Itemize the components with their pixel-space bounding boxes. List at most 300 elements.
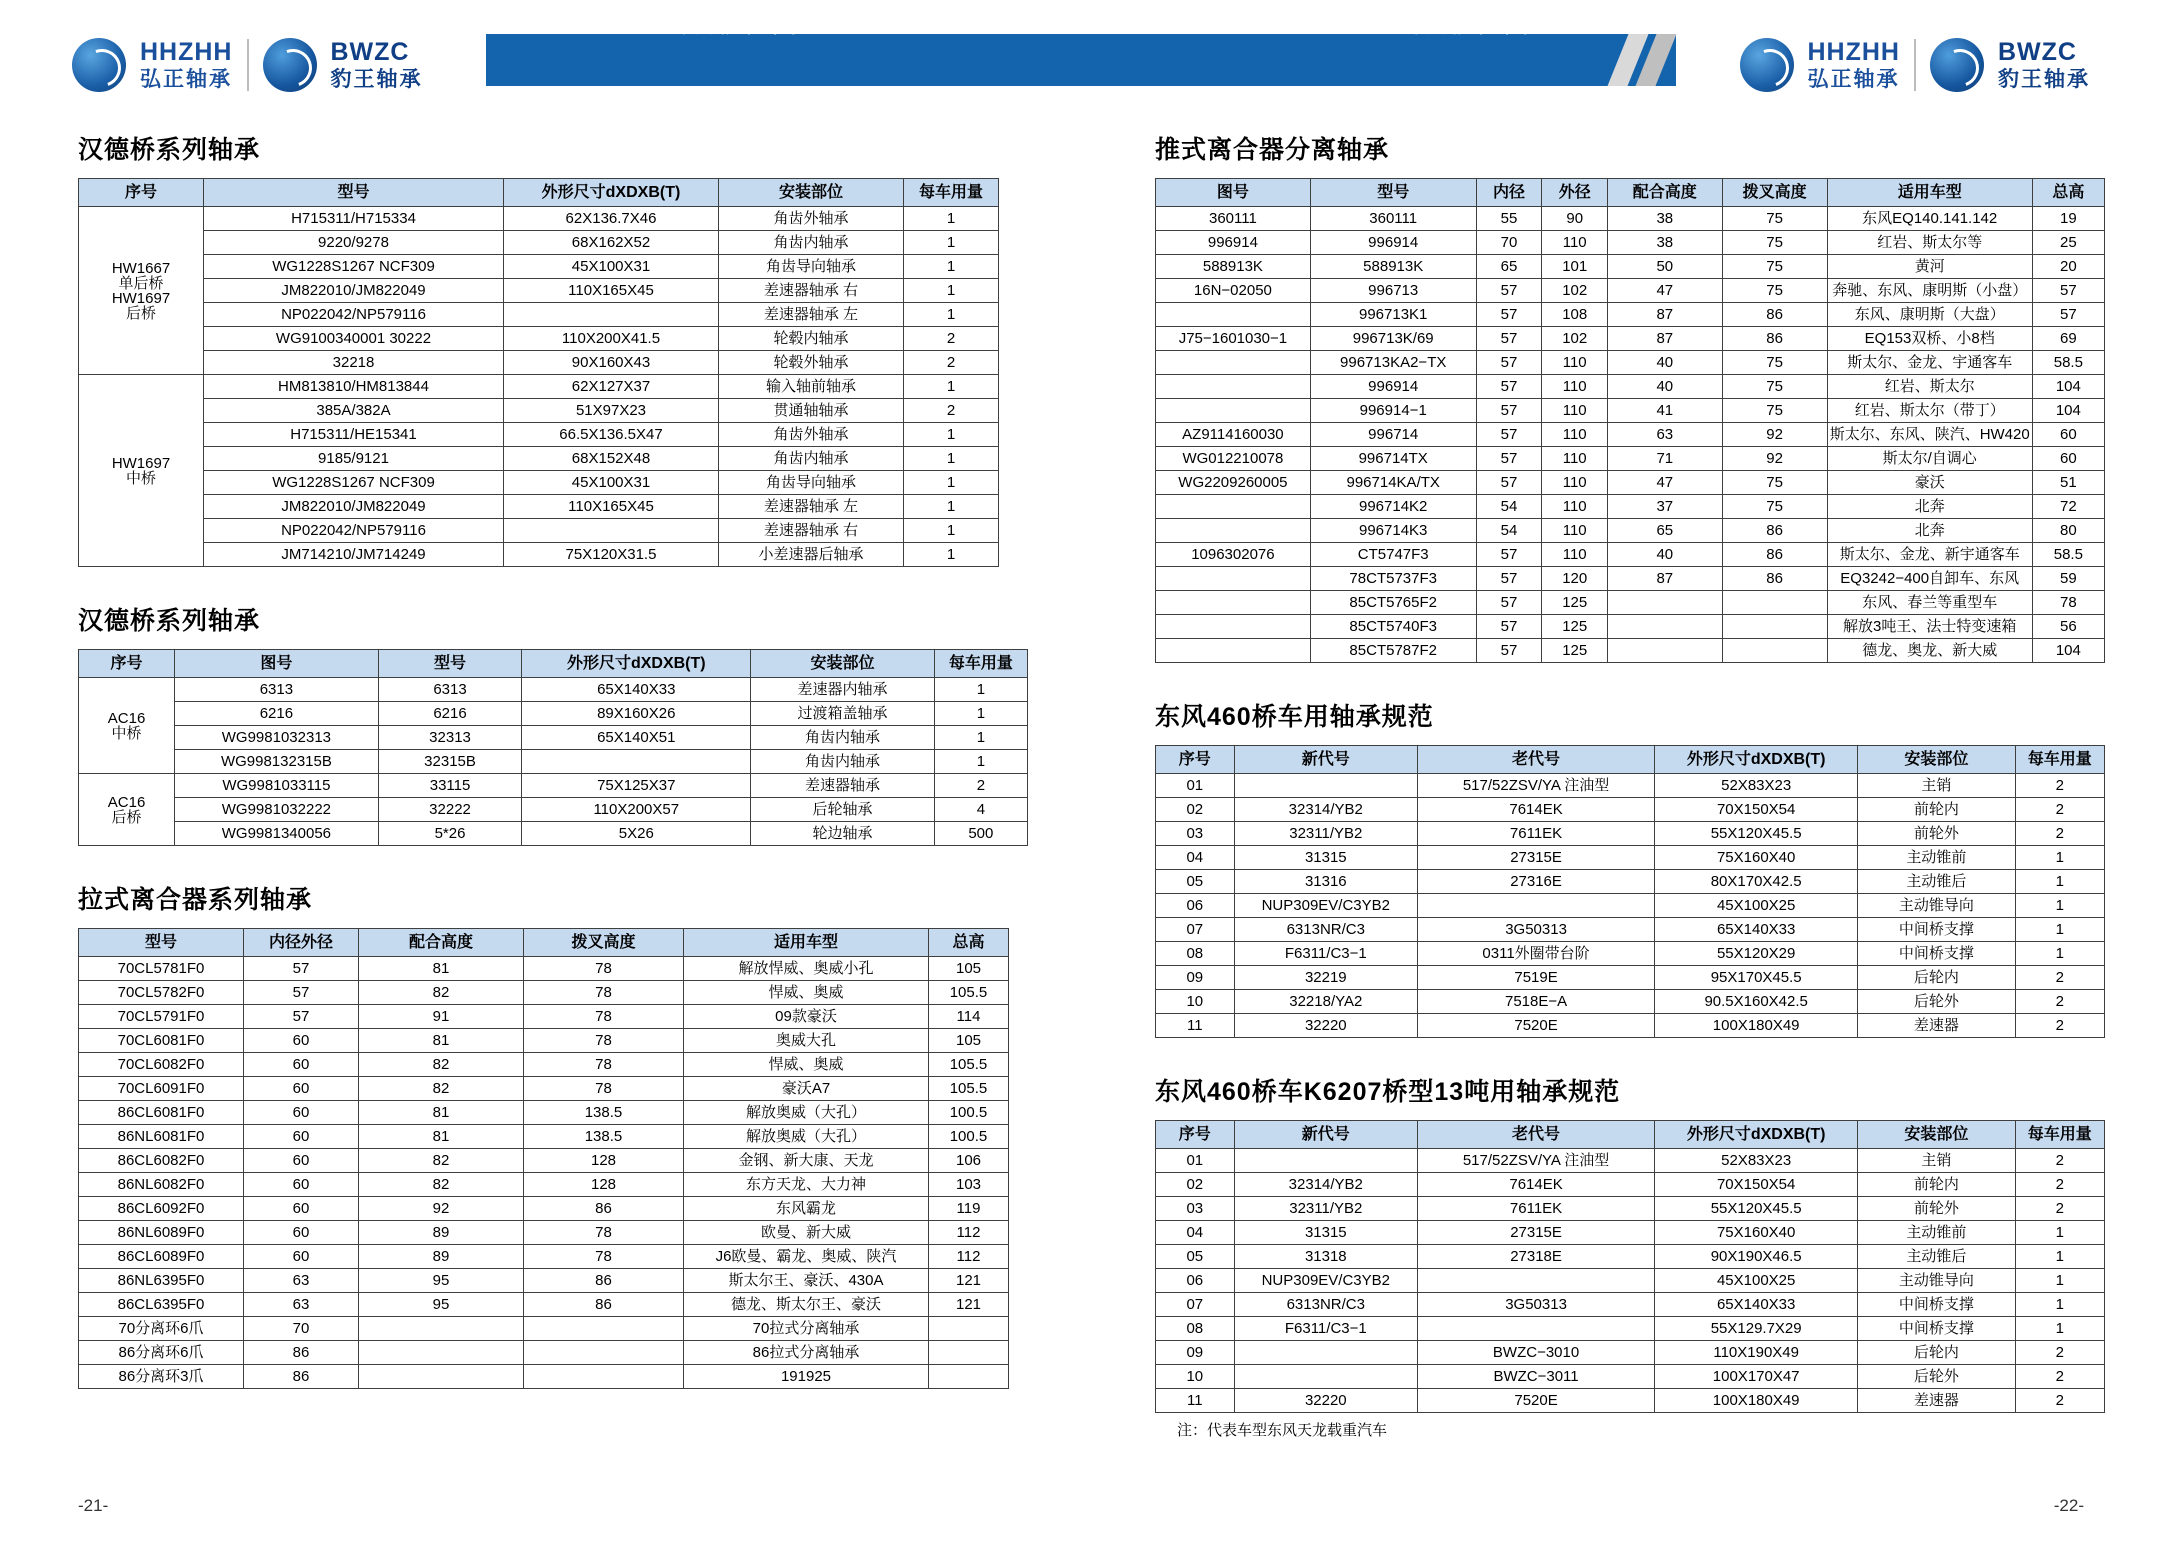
table-cell: 前轮外 <box>1858 822 2015 846</box>
table-cell: 角齿内轴承 <box>751 750 935 774</box>
table-cell: 60 <box>244 1149 359 1173</box>
hhzhh-brand-cn: 弘正轴承 <box>140 68 232 91</box>
table-cell: 78 <box>524 1029 684 1053</box>
table-row <box>1156 399 2105 423</box>
table-cell: 82 <box>359 1053 524 1077</box>
column-header: 型号 <box>1310 179 1476 207</box>
table-cell: 138.5 <box>524 1125 684 1149</box>
table-cell: 92 <box>1722 447 1827 471</box>
table-row <box>79 798 1028 822</box>
table-cell: 东风、康明斯（大盘） <box>1827 303 2032 327</box>
table-cell: 11 <box>1156 1389 1235 1413</box>
column-header: 型号 <box>204 179 504 207</box>
table-cell: 68X162X52 <box>504 231 719 255</box>
table-cell: 03 <box>1156 822 1235 846</box>
table-cell: 7611EK <box>1417 822 1654 846</box>
column-header: 序号 <box>79 179 204 207</box>
table-cell: NP022042/NP579116 <box>204 303 504 327</box>
table-cell: 95X170X45.5 <box>1655 966 1858 990</box>
table-row <box>1156 303 2105 327</box>
table-cell: 110 <box>1542 375 1608 399</box>
column-header: 外形尺寸dXDXB(T) <box>1655 746 1858 774</box>
table-cell: 32311/YB2 <box>1234 822 1417 846</box>
table-row <box>1156 1365 2105 1389</box>
table-cell: 6313 <box>378 678 522 702</box>
table-cell: 51X97X23 <box>504 399 719 423</box>
table-row <box>1156 327 2105 351</box>
table-cell: WG012210078 <box>1156 447 1311 471</box>
table-cell: 红岩、斯太尔等 <box>1827 231 2032 255</box>
table-cell: 27316E <box>1417 870 1654 894</box>
table-cell: JM822010/JM822049 <box>204 279 504 303</box>
table-cell: 128 <box>524 1149 684 1173</box>
column-header: 新代号 <box>1234 746 1417 774</box>
table-row <box>1156 423 2105 447</box>
table-cell: 70 <box>244 1317 359 1341</box>
table-cell: WG9981032222 <box>175 798 379 822</box>
table-cell: 57 <box>2032 279 2104 303</box>
table-cell: 55X120X45.5 <box>1655 1197 1858 1221</box>
table-row <box>79 981 1009 1005</box>
table-cell <box>522 750 751 774</box>
logo-divider <box>1914 39 1916 91</box>
column-header: 新代号 <box>1234 1121 1417 1149</box>
table-cell: 1 <box>904 207 999 231</box>
table-cell: 主动锥后 <box>1858 1245 2015 1269</box>
section-title-hande-1: 汉德桥系列轴承 <box>78 136 261 164</box>
table-cell: 57 <box>1476 327 1542 351</box>
table-row <box>79 399 999 423</box>
logo-left-group <box>72 38 423 92</box>
table-cell: 82 <box>359 1077 524 1101</box>
table-row <box>79 279 999 303</box>
table-cell <box>1234 1365 1417 1389</box>
table-cell: 100.5 <box>929 1101 1009 1125</box>
table-cell: 41 <box>1608 399 1722 423</box>
table-cell: 86分离环3爪 <box>79 1365 244 1389</box>
column-header: 每车用量 <box>934 650 1027 678</box>
table-cell: 75 <box>1722 375 1827 399</box>
table-header-row <box>79 650 1028 678</box>
column-header: 老代号 <box>1417 746 1654 774</box>
column-header: 图号 <box>1156 179 1311 207</box>
table-cell: 1 <box>934 726 1027 750</box>
data-table <box>78 178 999 567</box>
table-cell: 51 <box>2032 471 2104 495</box>
table-cell: 86CL6081F0 <box>79 1101 244 1125</box>
table-cell: 110 <box>1542 399 1608 423</box>
table-row <box>1156 351 2105 375</box>
table-row <box>79 957 1009 981</box>
table-cell: 6313NR/C3 <box>1234 1293 1417 1317</box>
table-cell: 轮毂外轴承 <box>719 351 904 375</box>
table-cell: 主动锥后 <box>1858 870 2015 894</box>
table-cell: 75 <box>1722 279 1827 303</box>
table-cell: 2 <box>2015 1197 2104 1221</box>
table-cell: 385A/382A <box>204 399 504 423</box>
table-cell: 金钢、新大康、天龙 <box>684 1149 929 1173</box>
table-cell: 后轮内 <box>1858 966 2015 990</box>
table-cell: 65 <box>1608 519 1722 543</box>
table-cell: 差速器 <box>1858 1014 2015 1038</box>
table-cell: 东风霸龙 <box>684 1197 929 1221</box>
table-cell: 86 <box>1722 327 1827 351</box>
table-cell: 7520E <box>1417 1014 1654 1038</box>
table-row <box>79 1101 1009 1125</box>
column-header: 配合高度 <box>359 929 524 957</box>
table-cell: 95 <box>359 1293 524 1317</box>
table-cell: 4 <box>934 798 1027 822</box>
table-cell: JM714210/JM714249 <box>204 543 504 567</box>
table-cell: 66.5X136.5X47 <box>504 423 719 447</box>
table-cell: 东风EQ140.141.142 <box>1827 207 2032 231</box>
table-cell: 05 <box>1156 870 1235 894</box>
table-cell: 主销 <box>1858 774 2015 798</box>
table-cell: 86 <box>524 1293 684 1317</box>
table-cell <box>1417 894 1654 918</box>
table-cell: 1 <box>904 519 999 543</box>
column-header: 每车用量 <box>904 179 999 207</box>
table-cell: 解放奥威（大孔） <box>684 1125 929 1149</box>
table-cell: BWZC−3010 <box>1417 1341 1654 1365</box>
bwzc-brand-cn: 豹王轴承 <box>330 68 423 91</box>
table-cell: 89 <box>359 1221 524 1245</box>
table-cell: WG9981033115 <box>175 774 379 798</box>
table-row <box>1156 846 2105 870</box>
table-cell: 54 <box>1476 495 1542 519</box>
table-cell: 过渡箱盖轴承 <box>751 702 935 726</box>
table-cell: 角齿内轴承 <box>719 231 904 255</box>
table-cell: 7611EK <box>1417 1197 1654 1221</box>
table-cell: 60 <box>244 1197 359 1221</box>
table-cell: 82 <box>359 1149 524 1173</box>
table-cell: 86 <box>1722 519 1827 543</box>
table-cell: 996713 <box>1310 279 1476 303</box>
group-label-cell: AC16 中桥 <box>79 678 175 774</box>
table-cell: 25 <box>2032 231 2104 255</box>
table-row <box>1156 1317 2105 1341</box>
table-cell: 996713K/69 <box>1310 327 1476 351</box>
table-cell: 3G50313 <box>1417 1293 1654 1317</box>
table-cell: 55X120X29 <box>1655 942 1858 966</box>
table-row <box>1156 1293 2105 1317</box>
table-cell: 07 <box>1156 918 1235 942</box>
table-cell: 轮毂内轴承 <box>719 327 904 351</box>
table-cell: 2 <box>904 327 999 351</box>
table-cell: WG998132315B <box>175 750 379 774</box>
hhzhh-logo-icon <box>72 38 126 92</box>
table-cell: 1 <box>2015 1317 2104 1341</box>
table-row <box>79 519 999 543</box>
table-row <box>1156 447 2105 471</box>
data-table <box>78 928 1009 1389</box>
table-row <box>1156 279 2105 303</box>
table-row <box>79 678 1028 702</box>
table-cell: 75X120X31.5 <box>504 543 719 567</box>
table-cell: 86 <box>1722 567 1827 591</box>
table-cell: 1 <box>904 447 999 471</box>
table-cell: 588913K <box>1310 255 1476 279</box>
table-row <box>1156 1173 2105 1197</box>
table-cell: 114 <box>929 1005 1009 1029</box>
hhzhh-logo-icon <box>1740 38 1794 92</box>
table-cell: 1 <box>2015 894 2104 918</box>
table-cell: WG9100340001 30222 <box>204 327 504 351</box>
table-cell <box>1156 639 1311 663</box>
column-header: 老代号 <box>1417 1121 1654 1149</box>
table-cell: 57 <box>1476 279 1542 303</box>
table-cell: 63 <box>244 1269 359 1293</box>
column-header: 每车用量 <box>2015 1121 2104 1149</box>
table-cell: 32315B <box>378 750 522 774</box>
table-row <box>79 774 1028 798</box>
table-cell: 70CL5791F0 <box>79 1005 244 1029</box>
table-cell: 斯太尔、金龙、宇通客车 <box>1827 351 2032 375</box>
table-cell <box>929 1365 1009 1389</box>
table-cell: 解放悍威、奥威小孔 <box>684 957 929 981</box>
table-cell: 57 <box>1476 375 1542 399</box>
table-cell: 9185/9121 <box>204 447 504 471</box>
bwzc-brand-cn: 豹王轴承 <box>1998 68 2090 91</box>
table-cell: 360111 <box>1310 207 1476 231</box>
table-cell: 55X129.7X29 <box>1655 1317 1858 1341</box>
table-cell: 0311外圈带台阶 <box>1417 942 1654 966</box>
table-cell: 75X125X37 <box>522 774 751 798</box>
table-cell: 996714K3 <box>1310 519 1476 543</box>
table-cell: 996914 <box>1310 375 1476 399</box>
table-cell: 前轮内 <box>1858 1173 2015 1197</box>
table-cell: 东方天龙、大力神 <box>684 1173 929 1197</box>
table-cell: 09 <box>1156 966 1235 990</box>
table-cell: 60 <box>244 1125 359 1149</box>
table-cell <box>524 1341 684 1365</box>
table-cell: 110 <box>1542 351 1608 375</box>
table-row <box>1156 543 2105 567</box>
table-cell: 70CL6082F0 <box>79 1053 244 1077</box>
table-cell: NUP309EV/C3YB2 <box>1234 894 1417 918</box>
table-cell: 82 <box>359 981 524 1005</box>
table-cell: 105 <box>929 957 1009 981</box>
page-header <box>0 0 2162 118</box>
bwzc-brand-en: BWZC <box>330 38 410 66</box>
column-header: 外形尺寸dXDXB(T) <box>522 650 751 678</box>
table-cell <box>1608 615 1722 639</box>
table-row <box>79 1221 1009 1245</box>
table-cell: 轮边轴承 <box>751 822 935 846</box>
table-row <box>1156 207 2105 231</box>
left-column <box>78 130 1028 1389</box>
table-cell: 78 <box>2032 591 2104 615</box>
table-cell: 78 <box>524 981 684 1005</box>
table-cell: 1 <box>904 255 999 279</box>
table-cell <box>1234 1149 1417 1173</box>
table-cell: 10 <box>1156 1365 1235 1389</box>
table-cell: 1 <box>934 678 1027 702</box>
table-cell <box>1156 567 1311 591</box>
table-cell: 86拉式分离轴承 <box>684 1341 929 1365</box>
table-cell: 57 <box>1476 615 1542 639</box>
table-cell: 中间桥支撑 <box>1858 1317 2015 1341</box>
table-cell: 69 <box>2032 327 2104 351</box>
table-cell: 后轮外 <box>1858 990 2015 1014</box>
table-cell: 57 <box>244 981 359 1005</box>
table-cell: 悍威、奥威 <box>684 1053 929 1077</box>
table-cell: 5*26 <box>378 822 522 846</box>
table-cell: 33115 <box>378 774 522 798</box>
column-header: 外形尺寸dXDXB(T) <box>504 179 719 207</box>
table-cell: 70CL6091F0 <box>79 1077 244 1101</box>
table-row <box>79 423 999 447</box>
table-cell: 110 <box>1542 447 1608 471</box>
table-cell: 1 <box>904 375 999 399</box>
group-label-cell: HW1697 中桥 <box>79 375 204 567</box>
column-header: 适用车型 <box>684 929 929 957</box>
table-cell: 104 <box>2032 375 2104 399</box>
table-row <box>79 303 999 327</box>
table-cell: 东风、春兰等重型车 <box>1827 591 2032 615</box>
table-cell: 2 <box>934 774 1027 798</box>
table-cell: 65X140X33 <box>522 678 751 702</box>
table-cell <box>1234 774 1417 798</box>
table-cell: 120 <box>1542 567 1608 591</box>
table-cell: 517/52ZSV/YA 注油型 <box>1417 1149 1654 1173</box>
table-cell: 9220/9278 <box>204 231 504 255</box>
table-cell: 996714 <box>1310 423 1476 447</box>
table-row <box>1156 615 2105 639</box>
table-cell: BWZC−3011 <box>1417 1365 1654 1389</box>
table-row <box>1156 495 2105 519</box>
table-cell: 27315E <box>1417 1221 1654 1245</box>
hhzhh-logo-text <box>1808 40 1901 90</box>
table-row <box>1156 942 2105 966</box>
table-row <box>79 207 999 231</box>
table-cell: 欧曼、新大威 <box>684 1221 929 1245</box>
table-cell: 10 <box>1156 990 1235 1014</box>
column-header: 拨叉高度 <box>1722 179 1827 207</box>
table-cell: 黄河 <box>1827 255 2032 279</box>
table-cell: 87 <box>1608 327 1722 351</box>
table-cell: 119 <box>929 1197 1009 1221</box>
table-cell: 108 <box>1542 303 1608 327</box>
table-cell: 54 <box>1476 519 1542 543</box>
table-cell: 45X100X25 <box>1655 894 1858 918</box>
table-cell: 主动锥导向 <box>1858 894 2015 918</box>
table-row <box>79 1245 1009 1269</box>
table-cell: 56 <box>2032 615 2104 639</box>
table-cell: 110X165X45 <box>504 279 719 303</box>
table-cell: 09款豪沃 <box>684 1005 929 1029</box>
table-cell: 70X150X54 <box>1655 798 1858 822</box>
table-cell: F6311/C3−1 <box>1234 1317 1417 1341</box>
table-row <box>1156 966 2105 990</box>
table-cell: 32314/YB2 <box>1234 798 1417 822</box>
table-cell: 奔驰、东风、康明斯（小盘） <box>1827 279 2032 303</box>
table-cell: 5X26 <box>522 822 751 846</box>
bwzc-logo-text <box>331 40 423 90</box>
table-cell: 02 <box>1156 1173 1235 1197</box>
table-cell: 斯太尔/自调心 <box>1827 447 2032 471</box>
table-row <box>79 327 999 351</box>
table-cell: 1 <box>2015 1269 2104 1293</box>
table-cell: 解放3吨王、法士特变速箱 <box>1827 615 2032 639</box>
table-cell: 75 <box>1722 351 1827 375</box>
table-cell: 105.5 <box>929 1053 1009 1077</box>
table-row <box>79 471 999 495</box>
table-cell: 1 <box>934 750 1027 774</box>
table-cell: 103 <box>929 1173 1009 1197</box>
table-cell: 32313 <box>378 726 522 750</box>
table-cell: 1 <box>2015 1245 2104 1269</box>
column-header: 序号 <box>79 650 175 678</box>
table-cell: 1 <box>2015 1221 2104 1245</box>
table-cell: 45X100X31 <box>504 255 719 279</box>
column-header: 每车用量 <box>2015 746 2104 774</box>
table-cell: 90.5X160X42.5 <box>1655 990 1858 1014</box>
data-table <box>1155 178 2105 663</box>
table-cell <box>1156 495 1311 519</box>
table-row <box>1156 990 2105 1014</box>
table-cell: 57 <box>1476 447 1542 471</box>
data-table <box>1155 745 2105 1038</box>
table-cell: WG2209260005 <box>1156 471 1311 495</box>
table-cell: 60 <box>2032 423 2104 447</box>
table-cell: 57 <box>1476 591 1542 615</box>
table-cell: 101 <box>1542 255 1608 279</box>
table-cell: 52X83X23 <box>1655 1149 1858 1173</box>
table-row <box>1156 255 2105 279</box>
table-cell: 65X140X33 <box>1655 1293 1858 1317</box>
table-cell: 角齿外轴承 <box>719 423 904 447</box>
bwzc-logo-icon <box>263 38 317 92</box>
table-cell <box>1156 591 1311 615</box>
table-cell: 60 <box>244 1053 359 1077</box>
table-row <box>1156 894 2105 918</box>
table-cell <box>1156 375 1311 399</box>
table-cell: 89 <box>359 1245 524 1269</box>
table-row <box>1156 798 2105 822</box>
table-cell: 斯太尔、金龙、新宇通客车 <box>1827 543 2032 567</box>
table-cell: 1 <box>2015 918 2104 942</box>
table-cell: 138.5 <box>524 1101 684 1125</box>
table-cell: 75 <box>1722 255 1827 279</box>
hhzhh-brand-en: HHZHH <box>140 38 233 66</box>
table-cell: 6216 <box>378 702 522 726</box>
table-cell: 588913K <box>1156 255 1311 279</box>
table-cell: 125 <box>1542 615 1608 639</box>
table-cell: 86 <box>524 1269 684 1293</box>
table-row <box>79 1125 1009 1149</box>
table-cell: 差速器轴承 <box>751 774 935 798</box>
table-row <box>79 1149 1009 1173</box>
table-cell: 32220 <box>1234 1014 1417 1038</box>
table-row <box>1156 591 2105 615</box>
section-title-df460k: 东风460桥车K6207桥型13吨用轴承规范 <box>1155 1078 1621 1106</box>
table-cell: 70CL5781F0 <box>79 957 244 981</box>
column-header: 配合高度 <box>1608 179 1722 207</box>
table-cell: 100X180X49 <box>1655 1014 1858 1038</box>
table-cell: 57 <box>1476 399 1542 423</box>
table-cell: 1 <box>904 303 999 327</box>
bwzc-logo-icon <box>1930 38 1984 92</box>
table-cell: 87 <box>1608 567 1722 591</box>
table-cell: 125 <box>1542 591 1608 615</box>
table-cell: 72 <box>2032 495 2104 519</box>
table-cell: 110 <box>1542 519 1608 543</box>
table-cell: 2 <box>2015 1149 2104 1173</box>
table-cell: 86CL6092F0 <box>79 1197 244 1221</box>
table-row <box>1156 567 2105 591</box>
table-cell: 102 <box>1542 327 1608 351</box>
